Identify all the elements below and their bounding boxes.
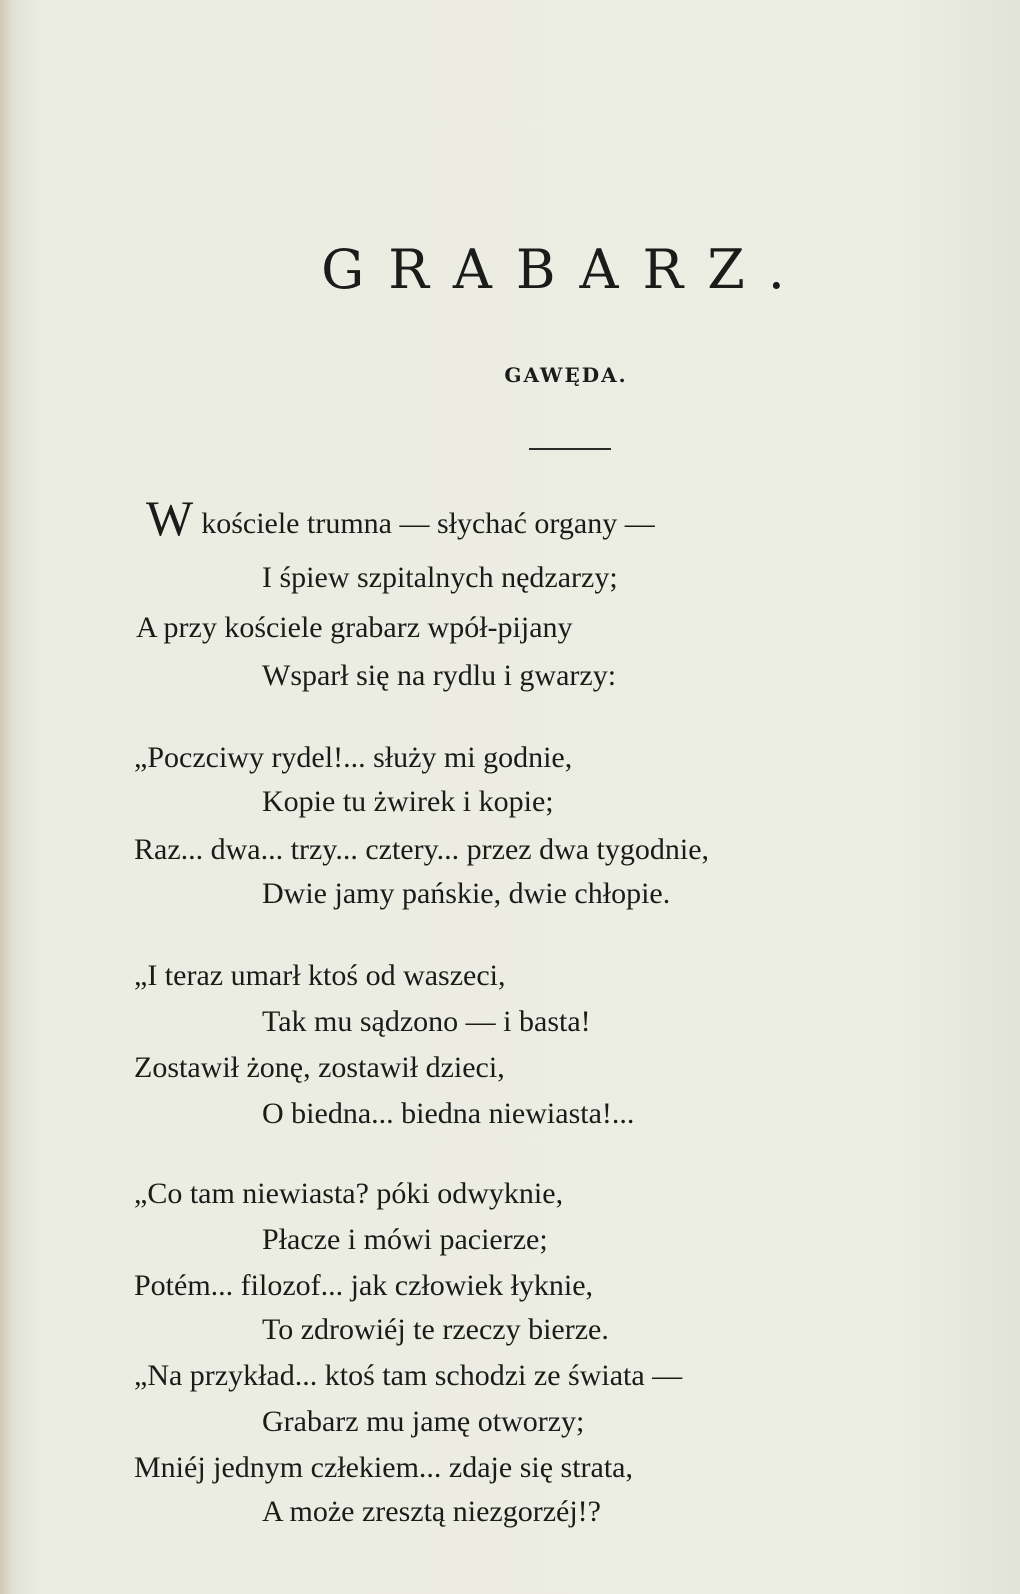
poem-line: Grabarz mu jamę otworzy;: [262, 1405, 585, 1438]
poem-line: Dwie jamy pańskie, dwie chłopie.: [262, 877, 671, 910]
poem-line: „Poczciwy rydel!... służy mi godnie,: [134, 741, 573, 774]
poem-line: Tak mu sądzono — i basta!: [262, 1005, 591, 1038]
poem-line: „I teraz umarł ktoś od waszeci,: [134, 959, 506, 992]
poem-line: Kopie tu żwirek i kopie;: [262, 785, 554, 818]
poem-line: Potém... filozof... jak człowiek łyknie,: [134, 1269, 594, 1302]
title-divider: [529, 448, 611, 450]
poem-line-1: [146, 490, 655, 546]
poem-line: Płacze i mówi pacierze;: [262, 1223, 548, 1256]
poem-line: „Co tam niewiasta? póki odwyknie,: [134, 1177, 564, 1210]
poem-line: To zdrowiéj te rzeczy bierze.: [262, 1313, 609, 1346]
poem-title: GRABARZ.: [321, 238, 809, 301]
poem-line: Zostawił żonę, zostawił dzieci,: [134, 1051, 505, 1084]
poem-line: Mniéj jednym człekiem... zdaje się strata,: [134, 1451, 633, 1484]
poem-line: A przy kościele grabarz wpół-pijany: [136, 611, 573, 644]
poem-line: Wsparł się na rydlu i gwarzy:: [262, 659, 617, 692]
poem-line: I śpiew szpitalnych nędzarzy;: [262, 561, 618, 594]
poem-line: A może zresztą niezgorzéj!?: [262, 1495, 601, 1528]
poem-line-1-text: kościele trumna — słychać organy —: [201, 507, 655, 540]
drop-cap: W: [146, 490, 194, 546]
poem-line: „Na przykład... ktoś tam schodzi ze świata —: [134, 1359, 683, 1392]
poem-line: Raz... dwa... trzy... cztery... przez dwa tygodnie,: [134, 833, 710, 866]
poem-subtitle: GAWĘDA.: [504, 363, 628, 387]
poem-line: O biedna... biedna niewiasta!...: [262, 1097, 635, 1130]
